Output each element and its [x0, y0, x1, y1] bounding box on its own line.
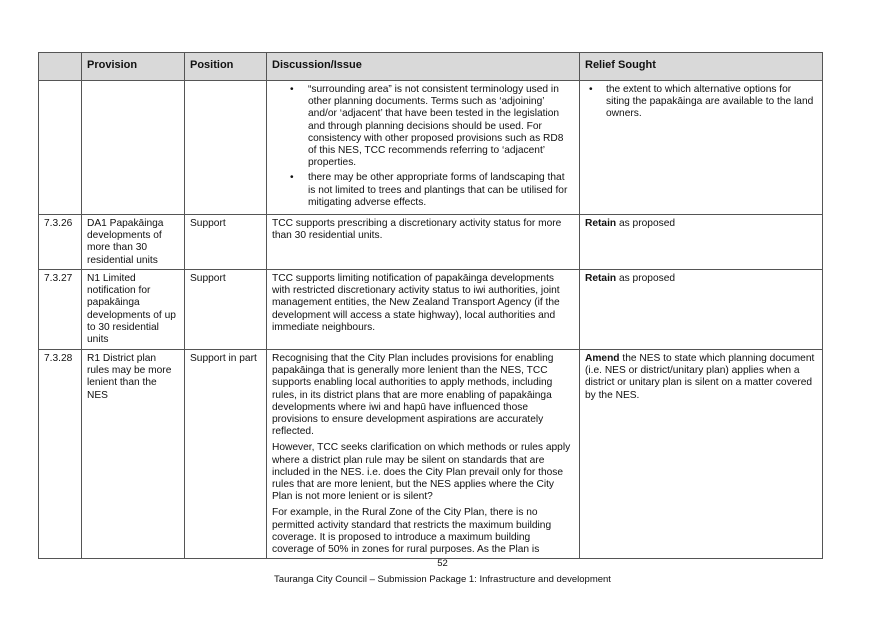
header-position: Position	[185, 53, 267, 81]
page-number: 52	[437, 558, 448, 569]
position-cell: Support	[185, 215, 267, 270]
discussion-cell	[267, 350, 580, 559]
relief-action: Retain	[585, 218, 617, 230]
table-row	[39, 270, 823, 350]
row-number-cell: 7.3.27	[39, 270, 82, 350]
discussion-paragraph: For example, in the Rural Zone of the City Plan, there is no permitted activity standard that restricts the maximum building coverage. It is proposed to introduce a maximum building coverage of 50% in zones for rural purposes. As the Plan is	[272, 507, 552, 556]
relief-action: Retain	[585, 273, 617, 285]
relief-cell	[580, 350, 823, 559]
footer-title: Tauranga City Council – Submission Package 1: Infrastructure and development	[274, 574, 611, 585]
relief-action: Amend	[585, 353, 620, 365]
provision-cell	[82, 81, 185, 215]
relief-cell	[580, 215, 823, 270]
bullet-icon: •	[290, 84, 294, 95]
list-item: • the extent to which alternative options for siting the papakāinga are available to the land owners.	[589, 84, 814, 120]
submission-table	[38, 52, 823, 559]
bullet-icon: •	[290, 172, 294, 184]
bullet-icon: •	[589, 84, 593, 95]
row-number-cell: 7.3.28	[39, 350, 82, 559]
provision-cell: N1 Limited notification for papakāinga developments of up to 30 residential units	[82, 270, 185, 350]
header-discussion: Discussion/Issue	[267, 53, 580, 81]
header-provision: Provision	[82, 53, 185, 81]
discussion-paragraph: Recognising that the City Plan includes provisions for enabling papakāinga that is generally more lenient than the NES, TCC supports enabling local authorities to apply methods, including rules, in its district plans that are more enabling of papakāinga developments where iwi and hapū have influenced those provisions to ensure development aspirations are accurately reflected.	[272, 353, 554, 438]
position-cell: Support	[185, 270, 267, 350]
list-item: • there may be other appropriate forms of landscaping that is not limited to trees and plantings that can be utilised for mitigating adverse effects.	[290, 172, 568, 208]
relief-text: the NES to state which planning document (i.e. NES or district/unitary plan) applies when a district or unitary plan is silent on a matter covered by the NES.	[585, 353, 815, 401]
table-row	[39, 350, 823, 559]
relief-text: as proposed	[616, 218, 676, 230]
relief-cell	[580, 270, 823, 350]
provision-cell: R1 District plan rules may be more lenient than the NES	[82, 350, 185, 559]
provision-cell: DA1 Papakāinga developments of more than 30 residential units	[82, 215, 185, 270]
position-cell	[185, 81, 267, 215]
discussion-cell: TCC supports limiting notification of papakāinga developments with restricted discretionary activity status to iwi authorities, joint management entities, the New Zealand Transport Agency (if the development will access a state highway), local authorities and immediate neighbours.	[267, 270, 580, 350]
table-row	[39, 81, 823, 215]
discussion-cell: TCC supports prescribing a discretionary activity status for more than 30 residential units.	[267, 215, 580, 270]
discussion-paragraph: However, TCC seeks clarification on which methods or rules apply where a district plan rule may be silent on standards that are included in the NES. i.e. does the City Plan prevail only for those rules that are more lenient, but the NES applies where the City Plan is not more lenient or is silent?	[272, 442, 571, 503]
row-number-cell	[39, 81, 82, 215]
header-relief: Relief Sought	[580, 53, 823, 81]
discussion-bullet-list	[272, 84, 574, 209]
row-number-cell: 7.3.26	[39, 215, 82, 270]
discussion-cell	[267, 81, 580, 215]
header-number	[39, 53, 82, 81]
position-cell: Support in part	[185, 350, 267, 559]
relief-text: as proposed	[616, 273, 676, 285]
relief-cell	[580, 81, 823, 215]
relief-bullet-list	[585, 84, 817, 121]
table-header-row	[39, 53, 823, 81]
list-item: • “surrounding area” is not consistent terminology used in other planning documents. Terms such as ‘adjoining’ and/or ‘adjacent’ that have been tested in the legislation and through planning decisions should be used. For consistency with other proposed provisions such as RD8 of this NES, TCC recommends referring to ‘adjacent’ properties.	[290, 84, 564, 169]
table-row	[39, 215, 823, 270]
